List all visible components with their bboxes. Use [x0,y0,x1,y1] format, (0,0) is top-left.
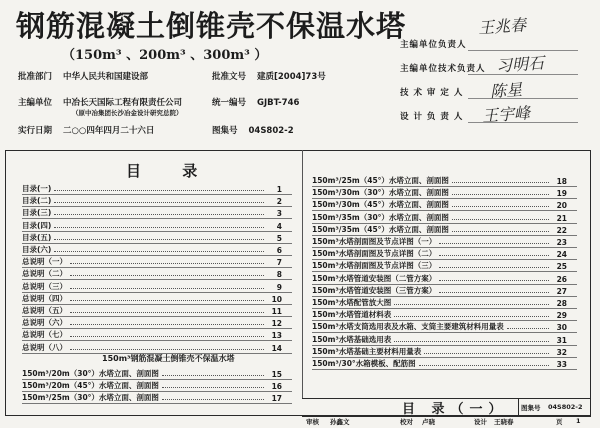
toc-entry-page: 11 [271,307,282,316]
tb-design-label: 设计 [474,418,487,426]
toc-entry-title: 150m³水塔基础选用表 [312,334,392,344]
toc-entry-title: 总说明（八） [22,342,67,352]
toc-entry-title: 总说明（一） [22,257,67,267]
approval-doc-label: 批准文号 [212,72,247,82]
approval-dept-value: 中华人民共和国建设部 [62,72,148,82]
resp-label-tech-reviewer: 技 术 审 定 人 [400,88,464,98]
approval-doc-value: 建质[2004]73号 [256,72,326,82]
toc-entry-page: 23 [556,238,567,247]
toc-entry-page: 27 [556,286,567,296]
atlas-no-label: 图集号 [212,126,238,136]
tb-atlas-label: 图集号 [521,404,541,412]
toc-leader-dots [439,292,549,293]
toc-leader-dots [419,365,549,366]
toc-entry-page: 2 [276,197,282,207]
toc-leader-dots [452,231,549,232]
approval-dept-label: 批准部门 [18,72,53,82]
tb-atlas-value: 04S802-2 [548,403,583,411]
toc-leader-dots [162,399,264,400]
unified-no-row [212,96,299,108]
toc-entry-page: 26 [556,274,567,284]
toc-entry-title: 150m³水塔支筒选用表及水箱、支筒主要建筑材料用量表 [312,322,504,332]
toc-entry-page: 17 [271,394,282,404]
toc-entry-title: 目录(一) [22,184,52,193]
capacity-subtitle: （150m³ 、200m³ 、300m³ ） [62,48,268,63]
toc-entry [312,355,567,369]
toc-title: 目 录 [126,162,216,180]
toc-leader-dots [70,263,264,264]
resp-label-tech-chief: 主编单位技术负责人 [400,64,486,74]
toc-entry-title: 150m³/25m（30°）水塔立面、剖面图 [22,393,159,403]
toc-entry-title: 总说明（七） [22,330,67,340]
toc-entry-page: 19 [556,189,567,199]
unified-no-value: GJBT-746 [256,98,300,108]
toc-row-rule [22,403,292,404]
toc-leader-dots [507,328,549,329]
toc-entry-title: 总说明（四） [22,293,67,303]
resp-label-design-lead: 设 计 负 责 人 [400,112,464,122]
toc-leader-dots [70,288,264,289]
toc-leader-dots [70,349,264,350]
toc-leader-dots [439,255,549,256]
unified-no-label: 统一编号 [212,98,247,108]
toc-entry-title: 150m³/25m（45°）水塔立面、剖面图 [312,176,449,185]
toc-leader-dots [54,227,264,228]
toc-leader-dots [70,336,264,337]
signature-tech-chief: 习明石 [495,53,545,76]
toc-entry [22,339,282,353]
toc-entry-title: 目录(二) [22,196,52,206]
toc-entry-page: 9 [276,282,282,292]
toc-leader-dots [394,316,549,317]
toc-entry-page: 32 [556,347,567,357]
toc-entry-title: 目录(四) [22,220,52,230]
toc-entry-title: 150m³水塔配管放大图 [312,298,392,307]
toc-leader-dots [394,341,549,342]
sheet-title: 目 录（一） [402,402,508,417]
toc-entry-page: 8 [276,270,282,280]
toc-leader-dots [54,251,264,252]
approval-dept-row [18,70,148,82]
toc-leader-dots [70,300,264,301]
toc-entry-page: 25 [556,262,567,272]
toc-column-divider [302,150,303,398]
toc-entry-page: 6 [276,246,282,255]
effective-date-value: 二○○四年四月二十六日 [62,126,155,136]
toc-entry-page: 1 [276,185,282,194]
toc-leader-dots [452,206,549,207]
toc-leader-dots [162,375,264,376]
resp-line [468,98,578,99]
toc-leader-dots [54,190,264,191]
main-unit-value: 中冶长天国际工程有限责任公司 [62,98,182,108]
toc-row-rule [312,369,577,370]
toc-entry-page: 29 [556,311,567,321]
toc-entry-title: 150m³水塔管道安装图（三管方案） [312,285,437,295]
toc-leader-dots [452,182,549,183]
toc-leader-dots [162,387,264,388]
main-unit-label: 主编单位 [18,98,53,108]
toc-entry-title: 总说明（五） [22,306,67,315]
toc-entry-page: 33 [556,360,567,369]
tb-check-name: 卢晓 [422,418,435,426]
main-unit-note: （原中冶集团长沙冶金设计研究总院） [72,109,183,117]
signature-design-lead: 王宇峰 [481,103,531,126]
toc-entry-title: 150m³/30°水箱模板、配筋图 [312,359,416,368]
toc-leader-dots [452,219,549,220]
toc-entry-page: 31 [556,335,567,345]
toc-entry-title: 目录(六) [22,245,52,254]
toc-leader-dots [394,304,549,305]
toc-leader-dots [439,243,549,244]
toc-leader-dots [439,280,549,281]
page-title: 钢筋混凝土倒锥壳不保温水塔 [16,9,407,43]
signature-tech-reviewer: 陈星 [489,79,523,102]
tb-page-value: 1 [576,417,581,425]
toc-section-heading: 150m³钢筋混凝土倒锥壳不保温水塔 [102,354,235,363]
tb-design-name: 王晓春 [494,418,514,426]
tb-review-label: 审核 [306,418,319,426]
toc-leader-dots [439,267,549,268]
toc-leader-dots [54,202,264,203]
tb-page-label: 页 [556,418,563,426]
toc-entry-page: 22 [556,225,567,235]
toc-entry-title: 150m³/35m（45°）水塔立面、剖面图 [312,224,449,234]
toc-leader-dots [70,275,264,276]
toc-entry-title: 目录(三) [22,208,52,218]
toc-leader-dots [424,353,549,354]
toc-leader-dots [54,239,264,240]
toc-entry-page: 18 [556,177,567,186]
toc-entry-page: 3 [276,209,282,219]
toc-entry-page: 24 [556,250,567,260]
toc-entry-title: 150m³水塔剖面图及节点详图（三） [312,261,437,271]
toc-entry-title: 150m³水塔剖面图及节点详图（二） [312,249,437,259]
toc-leader-dots [70,324,264,325]
toc-entry-title: 150m³/20m（30°）水塔立面、剖面图 [22,369,159,378]
toc-leader-dots [70,312,264,313]
toc-entry-page: 7 [276,258,282,268]
toc-entry-title: 150m³/35m（30°）水塔立面、剖面图 [312,212,449,222]
toc-entry-title: 150m³水塔管道安装图（二管方案） [312,273,437,283]
toc-entry-title: 150m³/20m（45°）水塔立面、剖面图 [22,381,159,391]
approval-doc-row [212,70,326,82]
toc-entry-title: 总说明（六） [22,318,67,328]
toc-leader-dots [54,214,264,215]
atlas-no-row [212,124,294,136]
resp-label-chief-unit: 主编单位负责人 [400,40,467,50]
toc-entry-page: 30 [556,323,567,333]
tb-review-name: 孙鑫文 [330,418,350,426]
toc-entry-title: 总说明（三） [22,281,67,291]
toc-entry-page: 28 [556,299,567,308]
main-unit-row [18,96,182,108]
toc-entry-page: 16 [271,382,282,392]
toc-entry-page: 12 [271,319,282,329]
toc-entry [22,389,282,403]
toc-entry-title: 总说明（二） [22,269,67,279]
toc-entry-title: 150m³/30m（30°）水塔立面、剖面图 [312,188,449,198]
atlas-no-value: 04S802-2 [248,126,294,136]
toc-entry-page: 4 [276,221,282,231]
toc-entry-page: 21 [556,213,567,223]
toc-entry-title: 目录(五) [22,232,52,242]
toc-entry-title: 150m³水塔剖面图及节点详图（一） [312,237,437,246]
toc-entry-title: 150m³水塔管道材料表 [312,310,392,320]
tb-check-label: 校对 [400,418,413,426]
toc-entry-page: 14 [271,343,282,353]
toc-entry-page: 15 [271,370,282,379]
toc-entry-page: 5 [276,233,282,243]
effective-date-row [18,124,154,136]
toc-entry-page: 10 [271,294,282,304]
toc-leader-dots [452,194,549,195]
toc-entry-title: 150m³/30m（45°）水塔立面、剖面图 [312,200,449,210]
toc-entry-page: 13 [271,331,282,341]
effective-date-label: 实行日期 [18,126,53,136]
signature-chief-unit: 王兆春 [477,15,527,38]
toc-entry-page: 20 [556,201,567,211]
toc-entry-title: 150m³水塔基础主要材料用量表 [312,346,422,356]
